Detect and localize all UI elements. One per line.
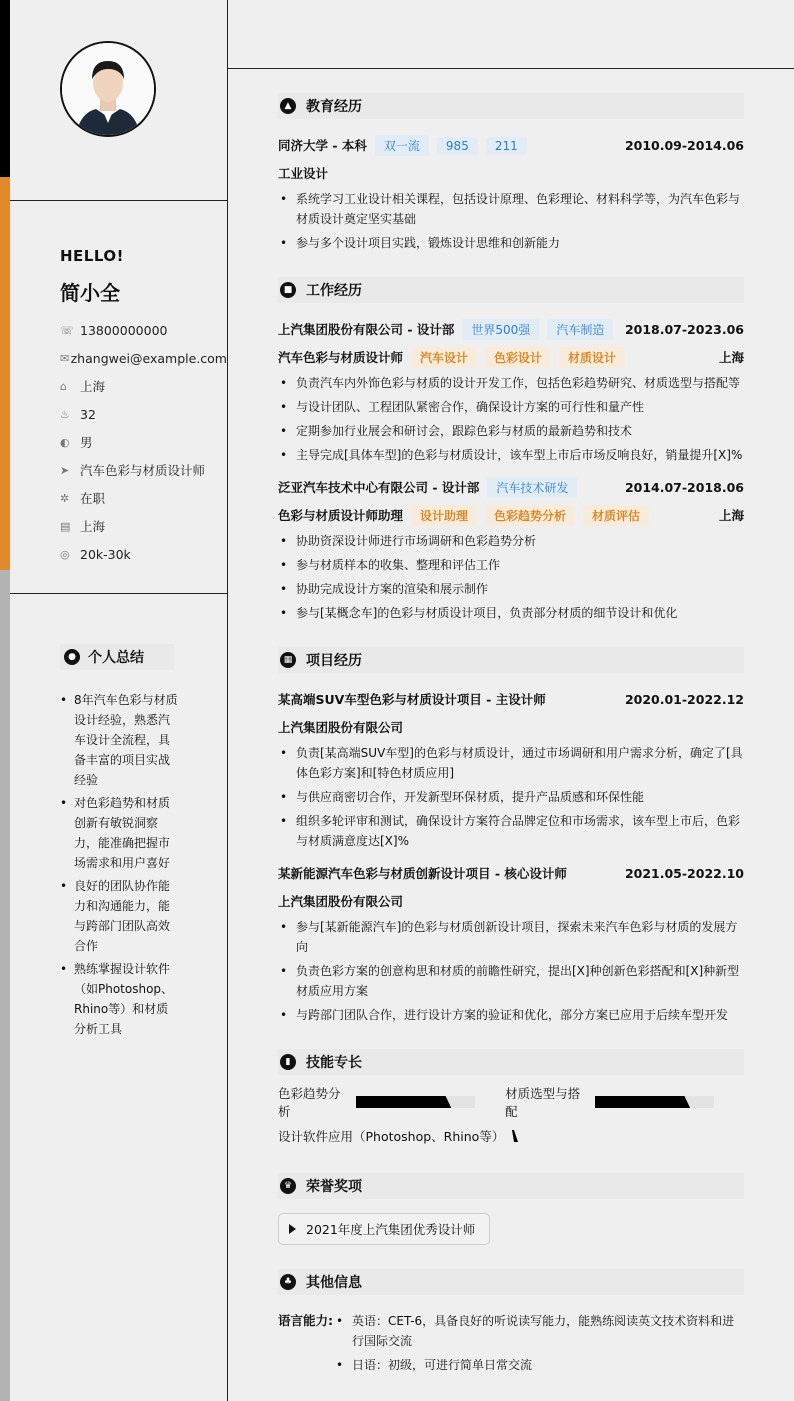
job-period: 2018.07-2023.06 xyxy=(624,321,744,337)
project-company-row xyxy=(278,887,744,915)
contact-text: zhangwei@example.com xyxy=(70,350,227,366)
role-tag: 色彩趋势分析 xyxy=(485,505,575,526)
contact-item xyxy=(60,400,227,428)
job-bullet: • 定期参加行业展会和研讨会，跟踪色彩与材质的最新趋势和技术 xyxy=(278,421,744,441)
accent-strip-orange xyxy=(0,177,10,570)
contact-list xyxy=(60,316,227,568)
project-company-row xyxy=(278,713,744,741)
contact-text: 32 xyxy=(80,406,96,422)
school-tag: 双一流 xyxy=(375,135,429,156)
education-title: 教育经历 xyxy=(306,99,362,115)
contact-text: 在职 xyxy=(80,491,106,506)
skills-title: 技能专长 xyxy=(306,1055,362,1071)
avatar xyxy=(60,41,156,137)
contact-item xyxy=(60,540,227,568)
school-name: 同济大学 - 本科 xyxy=(278,138,367,153)
project-title-row xyxy=(278,685,744,713)
contact-text: 汽车色彩与材质设计师 xyxy=(80,463,206,478)
skill-bar xyxy=(595,1096,714,1108)
phone-icon: ☏ xyxy=(60,323,74,337)
work-heading xyxy=(278,277,744,303)
main-header-space xyxy=(228,0,794,69)
job-role: 色彩与材质设计师助理 xyxy=(278,508,404,523)
badge-icon: ♣ xyxy=(280,1274,296,1290)
company-name: 泛亚汽车技术中心有限公司 - 设计部 xyxy=(278,480,480,495)
other-heading xyxy=(278,1269,744,1295)
job-bullets xyxy=(278,373,744,465)
project-bullet: • 与跨部门团队合作，进行设计方案的验证和优化，部分方案已应用于后续车型开发 xyxy=(278,1005,744,1025)
user-icon: ● xyxy=(64,649,80,665)
role-tag: 材质设计 xyxy=(559,347,625,368)
summary-section xyxy=(10,594,227,1039)
contact-text: 上海 xyxy=(80,519,106,534)
project-bullet: • 参与[某新能源汽车]的色彩与材质创新设计项目，探索未来汽车色彩与材质的发展方向 xyxy=(278,917,744,957)
accent-strip-black xyxy=(0,0,10,177)
language-info xyxy=(278,1311,744,1379)
sidebar xyxy=(10,0,228,1401)
job-bullet: • 协助完成设计方案的渲染和展示制作 xyxy=(278,579,744,599)
project-entry xyxy=(278,859,744,1025)
projects-heading xyxy=(278,647,744,673)
project-period: 2021.05-2022.10 xyxy=(624,865,744,881)
personal-info xyxy=(10,201,227,594)
job-role-row xyxy=(278,343,744,371)
job-bullet: • 主导完成[具体车型]的色彩与材质设计，该车型上市后市场反响良好，销量提升[X]% xyxy=(278,445,744,465)
education-bullets xyxy=(278,189,744,253)
job-role-row xyxy=(278,501,744,529)
skill-bar xyxy=(356,1096,475,1108)
honors-heading xyxy=(278,1173,744,1199)
briefcase-icon: ■ xyxy=(280,282,296,298)
contact-item xyxy=(60,428,227,456)
job-role: 汽车色彩与材质设计师 xyxy=(278,350,404,365)
gender-icon: ◐ xyxy=(60,435,70,449)
send-icon: ➤ xyxy=(60,463,70,477)
contact-item xyxy=(60,484,227,512)
job-bullet: • 协助资深设计师进行市场调研和色彩趋势分析 xyxy=(278,531,744,551)
avatar-section xyxy=(10,0,227,201)
summary-heading xyxy=(60,644,174,670)
honors-title: 荣誉奖项 xyxy=(306,1179,362,1195)
skill-label: 色彩趋势分析 xyxy=(278,1086,341,1119)
contact-text: 13800000000 xyxy=(80,322,168,338)
education-bullet: • 系统学习工业设计相关课程，包括设计原理、色彩理论、材料科学等，为汽车色彩与材质设计奠定坚实基础 xyxy=(278,189,744,229)
project-bullet: • 与供应商密切合作，开发新型环保材质，提升产品质感和环保性能 xyxy=(278,787,744,807)
job-entry xyxy=(278,473,744,623)
cake-icon: ♨ xyxy=(60,407,70,421)
company-name: 上汽集团股份有限公司 - 设计部 xyxy=(278,322,455,337)
education-bullet: • 参与多个设计项目实践，锻炼设计思维和创新能力 xyxy=(278,233,744,253)
job-entry xyxy=(278,315,744,465)
hello-heading: HELLO! xyxy=(60,247,124,265)
project-bullet: • 负责[某高端SUV车型]的色彩与材质设计，通过市场调研和用户需求分析，确定了[具体色彩方案]和[特色材质应用] xyxy=(278,743,744,783)
summary-item: • 对色彩趋势和材质创新有敏锐洞察力，能准确把握市场需求和用户喜好 xyxy=(60,793,180,873)
salary-icon: ◎ xyxy=(60,547,70,561)
skill-level-marker xyxy=(512,1130,518,1142)
contact-item xyxy=(60,316,227,344)
play-icon xyxy=(289,1224,296,1234)
education-row xyxy=(278,131,744,159)
person-name: 简小全 xyxy=(60,281,120,305)
skills-list xyxy=(278,1086,744,1149)
job-period: 2014.07-2018.06 xyxy=(624,479,744,495)
skills-heading xyxy=(278,1049,744,1075)
role-tag: 设计助理 xyxy=(411,505,477,526)
language-item: • 英语：CET-6，具备良好的听说读写能力，能熟练阅读英文技术资料和进行国际交流 xyxy=(334,1311,744,1351)
grid-icon: ▦ xyxy=(280,652,296,668)
project-entry xyxy=(278,685,744,851)
project-company: 上汽集团股份有限公司 xyxy=(278,894,404,909)
summary-list xyxy=(60,690,180,1039)
project-company: 上汽集团股份有限公司 xyxy=(278,720,404,735)
other-title: 其他信息 xyxy=(306,1275,362,1291)
project-name: 某新能源汽车色彩与材质创新设计项目 - 核心设计师 xyxy=(278,866,567,881)
job-city: 上海 xyxy=(718,508,744,523)
project-bullets xyxy=(278,917,744,1025)
main-content xyxy=(228,0,794,1401)
contact-text: 20k-30k xyxy=(80,546,131,562)
skill-bar-fill xyxy=(356,1096,451,1108)
award-item xyxy=(278,1213,490,1245)
job-bullets xyxy=(278,531,744,623)
role-tag: 色彩设计 xyxy=(485,347,551,368)
job-list xyxy=(278,315,744,623)
role-tag: 汽车设计 xyxy=(411,347,477,368)
job-bullet: • 与设计团队、工程团队紧密合作，确保设计方案的可行性和量产性 xyxy=(278,397,744,417)
school-tag: 211 xyxy=(486,137,527,155)
project-list xyxy=(278,685,744,1025)
skill-item xyxy=(278,1084,475,1120)
projects-title: 项目经历 xyxy=(306,653,362,669)
major-row xyxy=(278,159,744,187)
building-icon: ▤ xyxy=(60,519,71,533)
chart-icon: ▮ xyxy=(280,1054,296,1070)
graduation-cap-icon: ▲ xyxy=(280,98,296,114)
major: 工业设计 xyxy=(278,166,329,181)
job-city: 上海 xyxy=(718,350,744,365)
contact-text: 上海 xyxy=(80,379,106,394)
job-bullet: • 参与材质样本的收集、整理和评估工作 xyxy=(278,555,744,575)
language-label: 语言能力: xyxy=(278,1313,333,1328)
accent-strip-gray xyxy=(0,570,10,1401)
project-bullet: • 组织多轮评审和测试，确保设计方案符合品牌定位和市场需求，该车型上市后，色彩与材质满意度达[X]% xyxy=(278,811,744,851)
summary-title: 个人总结 xyxy=(88,650,144,666)
project-bullet: • 负责色彩方案的创意构思和材质的前瞻性研究，提出[X]种创新色彩搭配和[X]种新型材质应用方案 xyxy=(278,961,744,1001)
contact-item xyxy=(60,456,227,484)
company-tag: 世界500强 xyxy=(462,319,539,340)
summary-item: • 良好的团队协作能力和沟通能力，能与跨部门团队高效合作 xyxy=(60,876,180,956)
school-tag: 985 xyxy=(437,137,478,155)
skill-item xyxy=(278,1127,518,1145)
company-tag: 汽车制造 xyxy=(547,319,613,340)
contact-item xyxy=(60,344,227,372)
company-tag: 汽车技术研发 xyxy=(487,477,577,498)
language-item: • 日语：初级，可进行简单日常交流 xyxy=(334,1355,744,1375)
summary-item: • 8年汽车色彩与材质设计经验，熟悉汽车设计全流程，具备丰富的项目实战经验 xyxy=(60,690,180,790)
job-company-row xyxy=(278,473,744,501)
education-heading xyxy=(278,93,744,119)
project-period: 2020.01-2022.12 xyxy=(624,691,744,707)
job-bullet: • 参与[某概念车]的色彩与材质设计项目，负责部分材质的细节设计和优化 xyxy=(278,603,744,623)
job-company-row xyxy=(278,315,744,343)
contact-text: 男 xyxy=(80,435,93,450)
summary-item: • 熟练掌握设计软件（如Photoshop、Rhino等）和材质分析工具 xyxy=(60,959,180,1039)
home-icon: ⌂ xyxy=(60,379,67,393)
status-icon: ✲ xyxy=(60,491,70,505)
skill-item xyxy=(505,1084,714,1120)
education-period: 2010.09-2014.06 xyxy=(624,137,744,153)
role-tag: 材质评估 xyxy=(583,505,649,526)
contact-item xyxy=(60,372,227,400)
project-title-row xyxy=(278,859,744,887)
project-bullets xyxy=(278,743,744,851)
job-bullet: • 负责汽车内外饰色彩与材质的设计开发工作，包括色彩趋势研究、材质选型与搭配等 xyxy=(278,373,744,393)
project-name: 某高端SUV车型色彩与材质设计项目 - 主设计师 xyxy=(278,692,546,707)
mail-icon: ✉ xyxy=(60,351,70,365)
trophy-icon: ♛ xyxy=(280,1178,296,1194)
award-label: 2021年度上汽集团优秀设计师 xyxy=(306,1222,476,1237)
skill-bar-fill xyxy=(595,1096,690,1108)
skill-label: 设计软件应用（Photoshop、Rhino等） xyxy=(278,1129,505,1144)
work-title: 工作经历 xyxy=(306,283,362,299)
contact-item xyxy=(60,512,227,540)
skill-label: 材质选型与搭配 xyxy=(505,1086,581,1119)
